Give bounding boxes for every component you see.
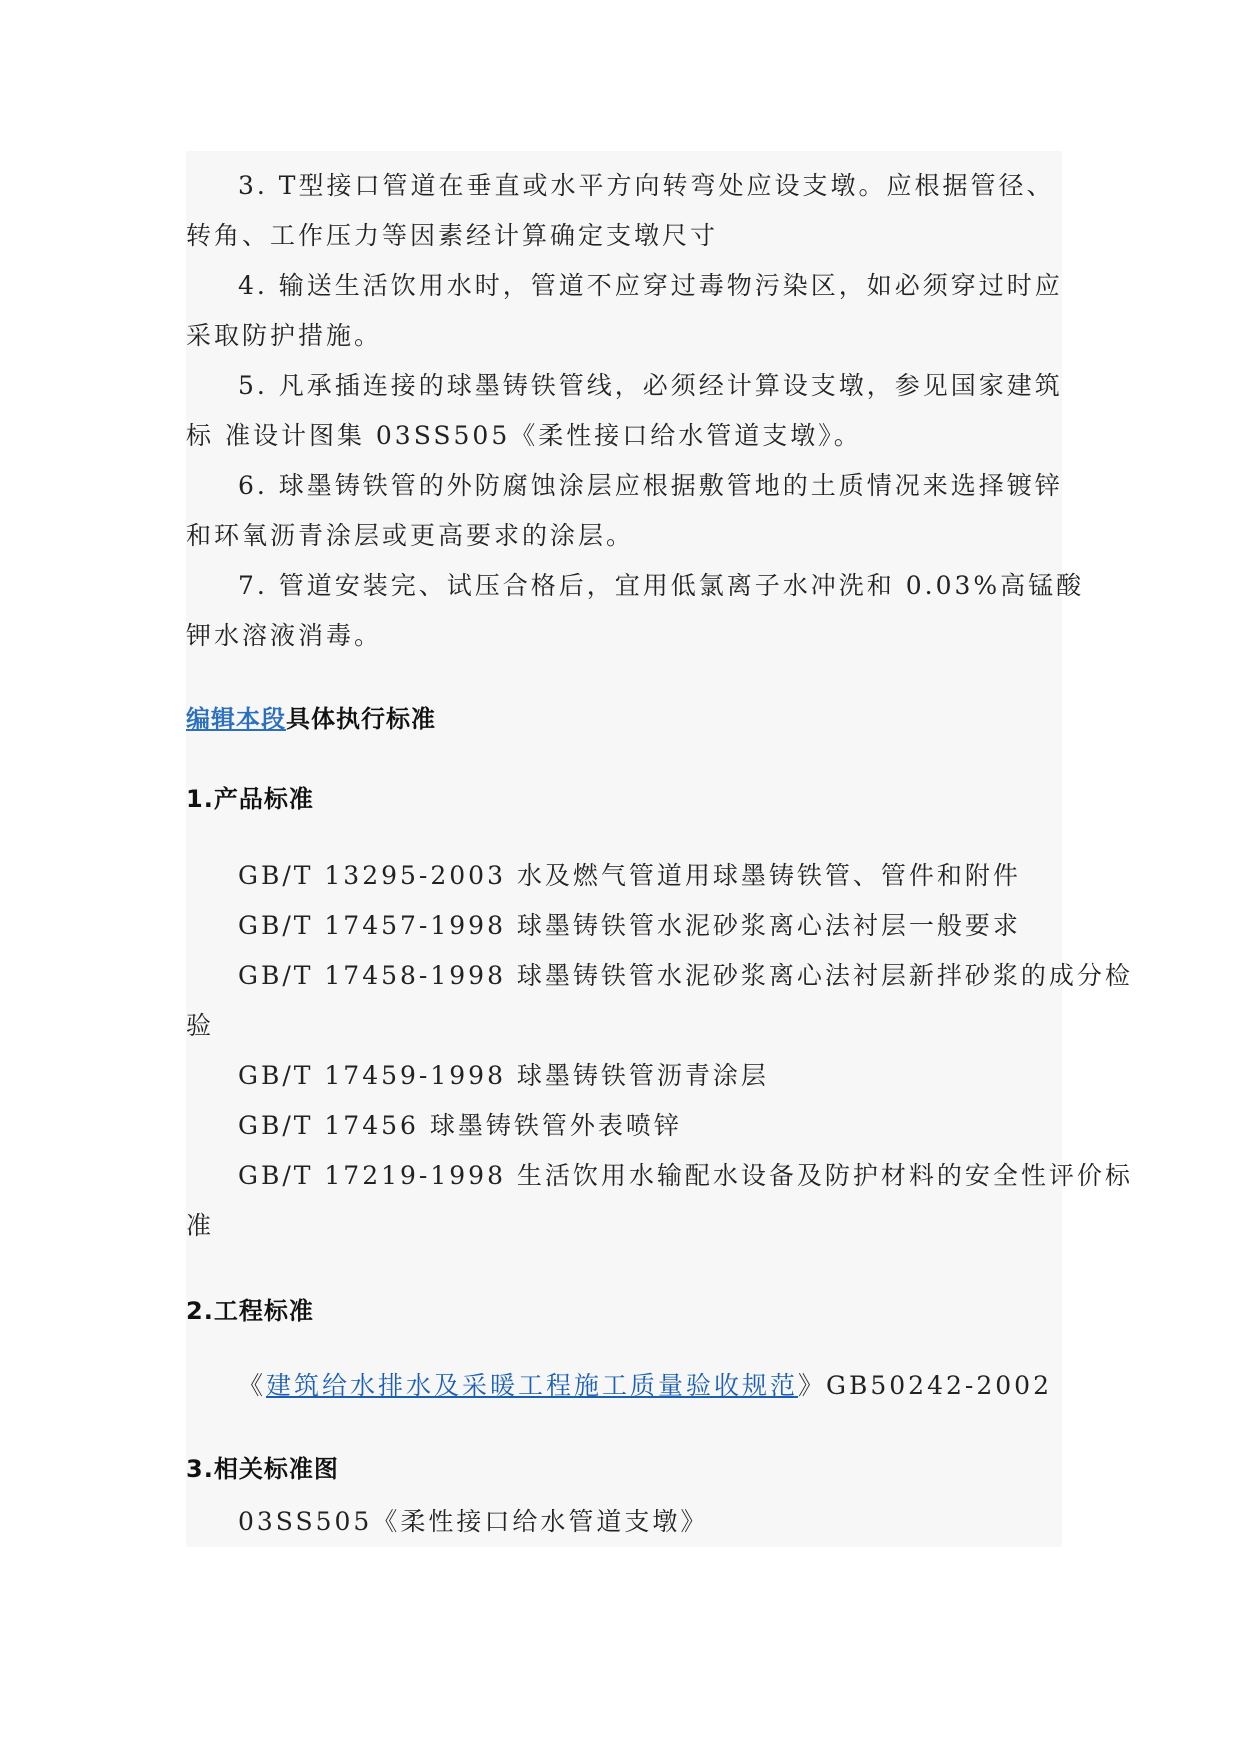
standard-item: GB/T 17456 球墨铸铁管外表喷锌 <box>238 1111 682 1140</box>
note-6-line-1: 6. 球墨铸铁管的外防腐蚀涂层应根据敷管地的土质情况来选择镀锌 <box>238 471 1063 500</box>
standard-item: GB/T 17459-1998 球墨铸铁管沥青涂层 <box>238 1061 769 1090</box>
engineering-standard-item <box>186 1361 1062 1411</box>
edit-section-link[interactable]: 编辑本段 <box>186 705 286 733</box>
standard-item-continued: 验 <box>186 1011 215 1040</box>
section-heading <box>186 699 436 734</box>
standard-item: GB/T 17219-1998 生活饮用水输配水设备及防护材料的安全性评价标 <box>238 1161 1133 1190</box>
note-7-line-1: 7. 管道安装完、试压合格后，宜用低氯离子水冲洗和 0.03%高锰酸 <box>238 571 1085 600</box>
related-drawing-item: 03SS505《柔性接口给水管道支墩》 <box>238 1507 709 1536</box>
product-standards-heading: 1.产品标准 <box>186 785 314 813</box>
standard-item-continued: 准 <box>186 1211 215 1240</box>
engineering-standards-heading: 2.工程标准 <box>186 1297 314 1325</box>
acceptance-code-link[interactable]: 建筑给水排水及采暖工程施工质量验收规范 <box>266 1371 799 1400</box>
note-7-line-2: 钾水溶液消毒。 <box>186 621 383 650</box>
standard-item: GB/T 13295-2003 水及燃气管道用球墨铸铁管、管件和附件 <box>238 861 1021 890</box>
note-5-line-2: 标 准设计图集 03SS505《柔性接口给水管道支墩》。 <box>186 421 862 450</box>
note-4-line-2: 采取防护措施。 <box>186 321 383 350</box>
note-3-line-2: 转角、工作压力等因素经计算确定支墩尺寸 <box>186 221 719 250</box>
standard-item: GB/T 17458-1998 球墨铸铁管水泥砂浆离心法衬层新拌砂浆的成分检 <box>238 961 1133 990</box>
note-4-line-1: 4. 输送生活饮用水时，管道不应穿过毒物污染区，如必须穿过时应 <box>238 271 1063 300</box>
note-5-line-1: 5. 凡承插连接的球墨铸铁管线，必须经计算设支墩，参见国家建筑 <box>238 371 1063 400</box>
note-6-line-2: 和环氧沥青涂层或更高要求的涂层。 <box>186 521 635 550</box>
open-quote: 《 <box>238 1371 267 1400</box>
standard-item: GB/T 17457-1998 球墨铸铁管水泥砂浆离心法衬层一般要求 <box>238 911 1021 940</box>
related-drawings-heading: 3.相关标准图 <box>186 1455 339 1483</box>
note-3-line-1: 3. T型接口管道在垂直或水平方向转弯处应设支墩。应根据管径、 <box>238 171 1055 200</box>
section-title: 具体执行标准 <box>286 705 436 733</box>
document-page <box>186 151 1133 1547</box>
code-number: 》GB50242-2002 <box>798 1371 1052 1400</box>
